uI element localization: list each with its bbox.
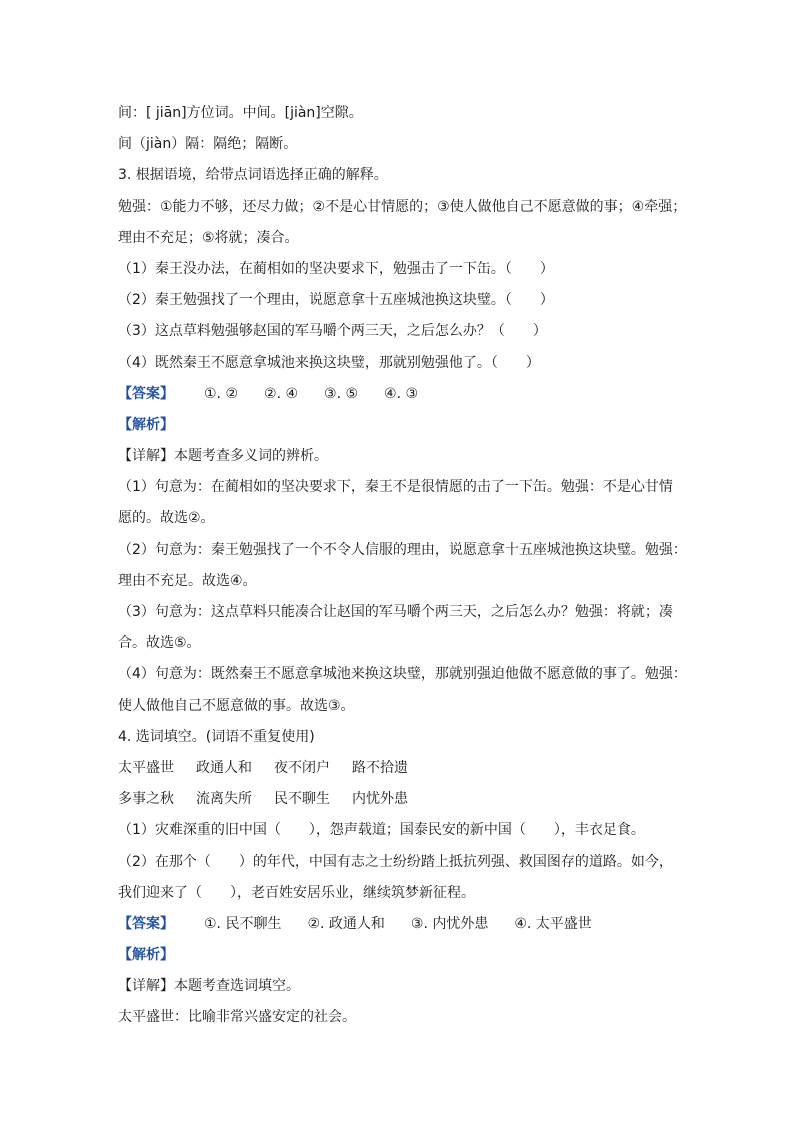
text-line: 间（jiàn）隔：隔绝；隔断。 bbox=[118, 136, 298, 153]
answer-line bbox=[118, 379, 688, 410]
word-bank-row bbox=[118, 753, 688, 784]
text-line: （1）句意为：在蔺相如的坚决要求下，秦王不是很情愿的击了一下缶。勉强：不是心甘情 bbox=[118, 479, 673, 496]
text-line: 勉强：①能力不够，还尽力做；②不是心甘情愿的；③使人做他自己不愿意做的事；④牵强； bbox=[118, 198, 687, 215]
text-line: （3）句意为：这点草料只能凑合让赵国的军马嚼个两三天，之后怎么办？勉强：将就；凑 bbox=[118, 604, 673, 620]
text-line: 理由不充足；⑤将就；凑合。 bbox=[118, 229, 299, 246]
word-bank-row bbox=[118, 784, 688, 815]
question-3-heading: 3. 根据语境，给带点词语选择正确的解释。 bbox=[118, 167, 388, 184]
text-line: （2）句意为：秦王勉强找了一个不令人信服的理由，说愿意拿十五座城池换这块璧。勉强： bbox=[118, 541, 687, 558]
word-option: 政通人和 bbox=[196, 759, 252, 776]
answer-item: ①. ② bbox=[204, 385, 239, 402]
detail-label: 【详解】 bbox=[118, 448, 174, 465]
answer-item: ①. 民不聊生 bbox=[204, 915, 282, 932]
word-option: 路不拾遗 bbox=[352, 759, 408, 776]
analysis-label: 【解析】 bbox=[118, 947, 174, 964]
answer-line bbox=[118, 909, 688, 940]
question-4-heading: 4. 选词填空。(词语不重复使用) bbox=[118, 728, 315, 745]
word-option: 夜不闭户 bbox=[274, 759, 330, 776]
detail-label: 【详解】 bbox=[118, 978, 174, 995]
analysis-label: 【解析】 bbox=[118, 416, 174, 433]
text-line: 合。故选⑤。 bbox=[118, 635, 201, 652]
text-line: 使人做他自己不愿意做的事。故选③。 bbox=[118, 697, 355, 714]
answer-item: ④. ③ bbox=[384, 385, 419, 402]
answer-label: 【答案】 bbox=[118, 915, 174, 932]
answer-item: ④. 太平盛世 bbox=[514, 915, 592, 932]
sub-question: 我们迎来了（ ），老百姓安居乐业，继续筑梦新征程。 bbox=[118, 884, 475, 901]
sub-question: （4）既然秦王不愿意拿城池来换这块璧，那就别勉强他了。（ ） bbox=[118, 354, 540, 371]
analysis-line bbox=[118, 940, 688, 971]
detail-line bbox=[118, 971, 688, 1002]
word-option: 民不聊生 bbox=[274, 791, 330, 808]
detail-line bbox=[118, 441, 688, 472]
text-line: 间：[ jiān]方位词。中间。[jiàn]空隙。 bbox=[118, 105, 363, 121]
word-option: 流离失所 bbox=[196, 791, 252, 808]
document-page bbox=[118, 98, 688, 1034]
word-option: 内忧外患 bbox=[352, 791, 408, 808]
analysis-line bbox=[118, 410, 688, 441]
word-option: 多事之秋 bbox=[118, 791, 174, 808]
sub-question: （3）这点草料勉强够赵国的军马嚼个两三天，之后怎么办？（ ） bbox=[118, 323, 547, 340]
answer-item: ③. 内忧外患 bbox=[410, 915, 489, 932]
answer-item: ②. ④ bbox=[264, 385, 299, 402]
sub-question: （2）在那个（ ）的年代，中国有志之士纷纷踏上抵抗列强、救国图存的道路。如今， bbox=[118, 853, 673, 870]
sub-question: （1）灾难深重的旧中国（ ），怨声载道；国泰民安的新中国（ ），丰衣足食。 bbox=[118, 822, 645, 839]
sub-question: （1）秦王没办法，在蔺相如的坚决要求下，勉强击了一下缶。（ ） bbox=[118, 260, 554, 277]
text-line: 愿的。故选②。 bbox=[118, 510, 215, 527]
text-line: （4）句意为：既然秦王不愿意拿城池来换这块璧，那就别强迫他做不愿意做的事了。勉强： bbox=[118, 666, 687, 683]
detail-text: 本题考查选词填空。 bbox=[174, 978, 300, 995]
answer-item: ②. 政通人和 bbox=[307, 915, 385, 932]
answer-item: ③. ⑤ bbox=[324, 385, 359, 402]
text-line: 太平盛世：比喻非常兴盛安定的社会。 bbox=[118, 1009, 356, 1026]
sub-question: （2）秦王勉强找了一个理由，说愿意拿十五座城池换这块璧。（ ） bbox=[118, 292, 554, 309]
text-line: 理由不充足。故选④。 bbox=[118, 572, 257, 589]
detail-text: 本题考查多义词的辨析。 bbox=[174, 448, 328, 465]
answer-label: 【答案】 bbox=[118, 385, 174, 402]
word-option: 太平盛世 bbox=[118, 759, 174, 776]
